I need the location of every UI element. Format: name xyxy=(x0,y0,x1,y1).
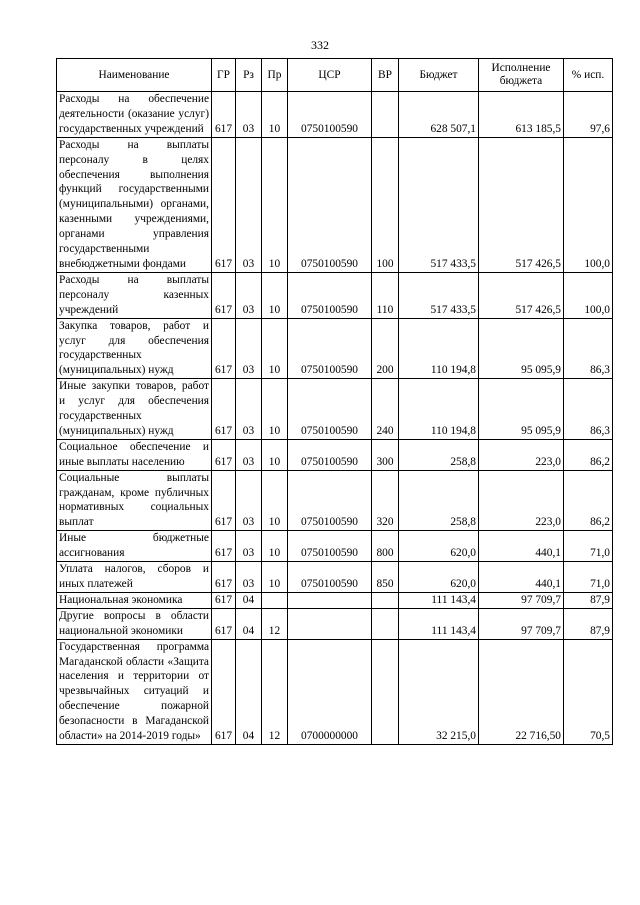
row-budget: 110 194,8 xyxy=(399,379,479,440)
row-csr: 0750100590 xyxy=(288,562,372,593)
row-percent: 71,0 xyxy=(564,531,613,562)
row-vr: 800 xyxy=(372,531,399,562)
row-rz: 03 xyxy=(236,318,262,379)
row-vr: 110 xyxy=(372,272,399,318)
row-execution: 440,1 xyxy=(479,531,564,562)
row-name: Иные бюджетные ассигнования xyxy=(57,531,212,562)
row-budget: 111 143,4 xyxy=(399,592,479,608)
table-row xyxy=(57,562,613,593)
row-execution: 95 095,9 xyxy=(479,379,564,440)
row-budget: 110 194,8 xyxy=(399,318,479,379)
row-rz: 03 xyxy=(236,272,262,318)
row-rz: 03 xyxy=(236,531,262,562)
row-execution: 517 426,5 xyxy=(479,137,564,272)
table-header-row xyxy=(57,59,613,92)
row-percent: 86,3 xyxy=(564,318,613,379)
row-budget: 258,8 xyxy=(399,439,479,470)
row-budget: 517 433,5 xyxy=(399,137,479,272)
row-execution: 97 709,7 xyxy=(479,592,564,608)
row-pr: 10 xyxy=(262,379,288,440)
row-csr: 0750100590 xyxy=(288,470,372,531)
row-budget: 620,0 xyxy=(399,562,479,593)
row-name: Расходы на выплаты персоналу в целях обеспечения выполнения функций государственными (муниципальными) органами, казенными учреждениями, органами управления государственными внебюджетными фондами xyxy=(57,137,212,272)
header-gr: ГР xyxy=(212,59,236,92)
row-pr: 10 xyxy=(262,562,288,593)
header-vr: ВР xyxy=(372,59,399,92)
row-budget: 620,0 xyxy=(399,531,479,562)
table-row xyxy=(57,92,613,138)
row-percent: 86,2 xyxy=(564,470,613,531)
row-pr: 10 xyxy=(262,531,288,562)
row-csr xyxy=(288,608,372,639)
row-pr: 12 xyxy=(262,608,288,639)
row-name: Расходы на выплаты персоналу казенных учреждений xyxy=(57,272,212,318)
row-name: Иные закупки товаров, работ и услуг для обеспечения государственных (муниципальных) нужд xyxy=(57,379,212,440)
row-budget: 258,8 xyxy=(399,470,479,531)
row-vr: 100 xyxy=(372,137,399,272)
table-row xyxy=(57,137,613,272)
row-gr: 617 xyxy=(212,439,236,470)
row-name: Закупка товаров, работ и услуг для обеспечения государственных (муниципальных) нужд xyxy=(57,318,212,379)
row-csr: 0750100590 xyxy=(288,272,372,318)
row-percent: 100,0 xyxy=(564,272,613,318)
row-rz: 03 xyxy=(236,439,262,470)
row-execution: 95 095,9 xyxy=(479,318,564,379)
row-gr: 617 xyxy=(212,92,236,138)
row-name: Национальная экономика xyxy=(57,592,212,608)
row-percent: 86,3 xyxy=(564,379,613,440)
row-execution: 22 716,50 xyxy=(479,639,564,744)
row-csr: 0750100590 xyxy=(288,379,372,440)
row-csr: 0750100590 xyxy=(288,92,372,138)
row-name: Другие вопросы в области национальной экономики xyxy=(57,608,212,639)
row-percent: 87,9 xyxy=(564,592,613,608)
row-rz: 03 xyxy=(236,379,262,440)
row-csr xyxy=(288,592,372,608)
row-name: Государственная программа Магаданской области «Защита населения и территории от чрезвычайных ситуаций и обеспечение пожарной безопасности в Магаданской области» на 2014-2019 годы» xyxy=(57,639,212,744)
row-csr: 0750100590 xyxy=(288,439,372,470)
row-gr: 617 xyxy=(212,137,236,272)
row-pr: 10 xyxy=(262,272,288,318)
row-csr: 0700000000 xyxy=(288,639,372,744)
budget-table xyxy=(56,58,613,745)
row-execution: 97 709,7 xyxy=(479,608,564,639)
row-gr: 617 xyxy=(212,318,236,379)
row-vr xyxy=(372,592,399,608)
row-rz: 04 xyxy=(236,592,262,608)
row-rz: 04 xyxy=(236,639,262,744)
row-percent: 86,2 xyxy=(564,439,613,470)
table-row xyxy=(57,439,613,470)
row-rz: 03 xyxy=(236,92,262,138)
row-gr: 617 xyxy=(212,608,236,639)
row-pr: 10 xyxy=(262,92,288,138)
row-name: Уплата налогов, сборов и иных платежей xyxy=(57,562,212,593)
header-name: Наименование xyxy=(57,59,212,92)
row-rz: 03 xyxy=(236,470,262,531)
row-gr: 617 xyxy=(212,272,236,318)
row-vr: 240 xyxy=(372,379,399,440)
table-row xyxy=(57,608,613,639)
row-pr: 10 xyxy=(262,470,288,531)
row-vr xyxy=(372,92,399,138)
table-row xyxy=(57,470,613,531)
table-row xyxy=(57,272,613,318)
row-vr: 200 xyxy=(372,318,399,379)
row-gr: 617 xyxy=(212,562,236,593)
row-budget: 32 215,0 xyxy=(399,639,479,744)
table-row xyxy=(57,531,613,562)
row-pr: 10 xyxy=(262,318,288,379)
row-vr: 300 xyxy=(372,439,399,470)
row-rz: 03 xyxy=(236,562,262,593)
row-vr: 320 xyxy=(372,470,399,531)
row-pr: 12 xyxy=(262,639,288,744)
row-budget: 628 507,1 xyxy=(399,92,479,138)
table-row xyxy=(57,592,613,608)
row-pr: 10 xyxy=(262,439,288,470)
row-execution: 223,0 xyxy=(479,470,564,531)
row-gr: 617 xyxy=(212,470,236,531)
row-pr: 10 xyxy=(262,137,288,272)
row-budget: 111 143,4 xyxy=(399,608,479,639)
row-budget: 517 433,5 xyxy=(399,272,479,318)
row-vr: 850 xyxy=(372,562,399,593)
row-name: Расходы на обеспечение деятельности (оказание услуг) государственных учреждений xyxy=(57,92,212,138)
header-percent: % исп. xyxy=(564,59,613,92)
row-percent: 87,9 xyxy=(564,608,613,639)
row-csr: 0750100590 xyxy=(288,318,372,379)
row-vr xyxy=(372,639,399,744)
table-row xyxy=(57,639,613,744)
table-row xyxy=(57,318,613,379)
row-name: Социальные выплаты гражданам, кроме публичных нормативных социальных выплат xyxy=(57,470,212,531)
row-execution: 223,0 xyxy=(479,439,564,470)
header-pr: Пр xyxy=(262,59,288,92)
row-name: Социальное обеспечение и иные выплаты населению xyxy=(57,439,212,470)
row-percent: 97,6 xyxy=(564,92,613,138)
row-gr: 617 xyxy=(212,592,236,608)
row-csr: 0750100590 xyxy=(288,137,372,272)
row-rz: 04 xyxy=(236,608,262,639)
header-budget: Бюджет xyxy=(399,59,479,92)
row-vr xyxy=(372,608,399,639)
row-gr: 617 xyxy=(212,379,236,440)
row-gr: 617 xyxy=(212,531,236,562)
header-execution: Исполнение бюджета xyxy=(479,59,564,92)
row-execution: 440,1 xyxy=(479,562,564,593)
row-percent: 100,0 xyxy=(564,137,613,272)
row-gr: 617 xyxy=(212,639,236,744)
row-percent: 71,0 xyxy=(564,562,613,593)
row-pr xyxy=(262,592,288,608)
table-row xyxy=(57,379,613,440)
row-execution: 613 185,5 xyxy=(479,92,564,138)
row-csr: 0750100590 xyxy=(288,531,372,562)
row-percent: 70,5 xyxy=(564,639,613,744)
row-execution: 517 426,5 xyxy=(479,272,564,318)
header-csr: ЦСР xyxy=(288,59,372,92)
page-number: 332 xyxy=(311,38,329,52)
row-rz: 03 xyxy=(236,137,262,272)
header-rz: Рз xyxy=(236,59,262,92)
